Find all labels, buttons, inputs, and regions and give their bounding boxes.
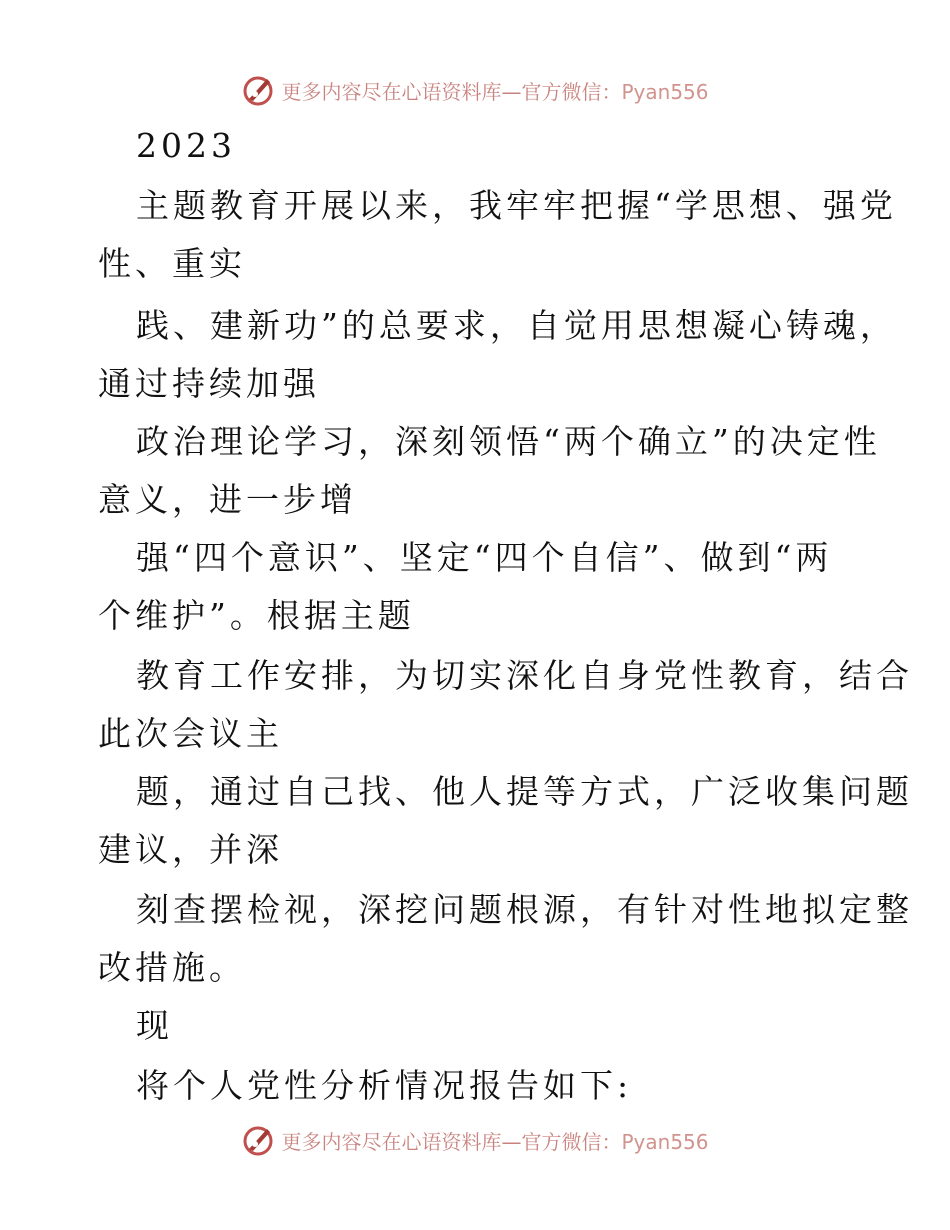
watermark-id: Pyan556 bbox=[621, 79, 709, 104]
text-line-3: 性、重实 bbox=[98, 244, 246, 283]
text-line-10: 教育工作安排，为切实深化自身党性教育，结合 bbox=[136, 656, 913, 695]
header-watermark bbox=[0, 68, 950, 112]
text-line-14: 刻查摆检视，深挖问题根源，有针对性地拟定整 bbox=[136, 890, 913, 929]
text-line-9: 个维护”。根据主题 bbox=[98, 596, 415, 635]
watermark-text: 更多内容尽在心语资料库—官方微信：Pyan556 bbox=[281, 79, 709, 104]
watermark-text: 更多内容尽在心语资料库—官方微信：Pyan556 bbox=[281, 1129, 709, 1154]
text-line-7: 意义，进一步增 bbox=[98, 480, 357, 519]
text-line-17: 将个人党性分析情况报告如下: bbox=[136, 1066, 633, 1105]
text-line-13: 建议，并深 bbox=[98, 830, 283, 869]
text-line-12: 题，通过自己找、他人提等方式，广泛收集问题 bbox=[136, 772, 913, 811]
text-line-4: 践、建新功”的总要求，自觉用思想凝心铸魂， bbox=[136, 306, 897, 345]
footer-watermark bbox=[0, 1118, 950, 1162]
text-line-8: 强“四个意识”、坚定“四个自信”、做到“两 bbox=[136, 538, 833, 577]
watermark-id: Pyan556 bbox=[621, 1129, 709, 1154]
quill-seal-icon bbox=[241, 1123, 275, 1157]
text-line-15: 改措施。 bbox=[98, 948, 246, 987]
text-line-5: 通过持续加强 bbox=[98, 364, 320, 403]
text-line-2: 主题教育开展以来，我牢牢把握“学思想、强党 bbox=[136, 186, 897, 225]
text-line-1: 2023 bbox=[136, 126, 236, 165]
quill-seal-icon bbox=[241, 73, 275, 107]
text-line-6: 政治理论学习，深刻领悟“两个确立”的决定性 bbox=[136, 422, 881, 461]
text-line-16: 现 bbox=[136, 1006, 173, 1045]
text-line-11: 此次会议主 bbox=[98, 714, 283, 753]
